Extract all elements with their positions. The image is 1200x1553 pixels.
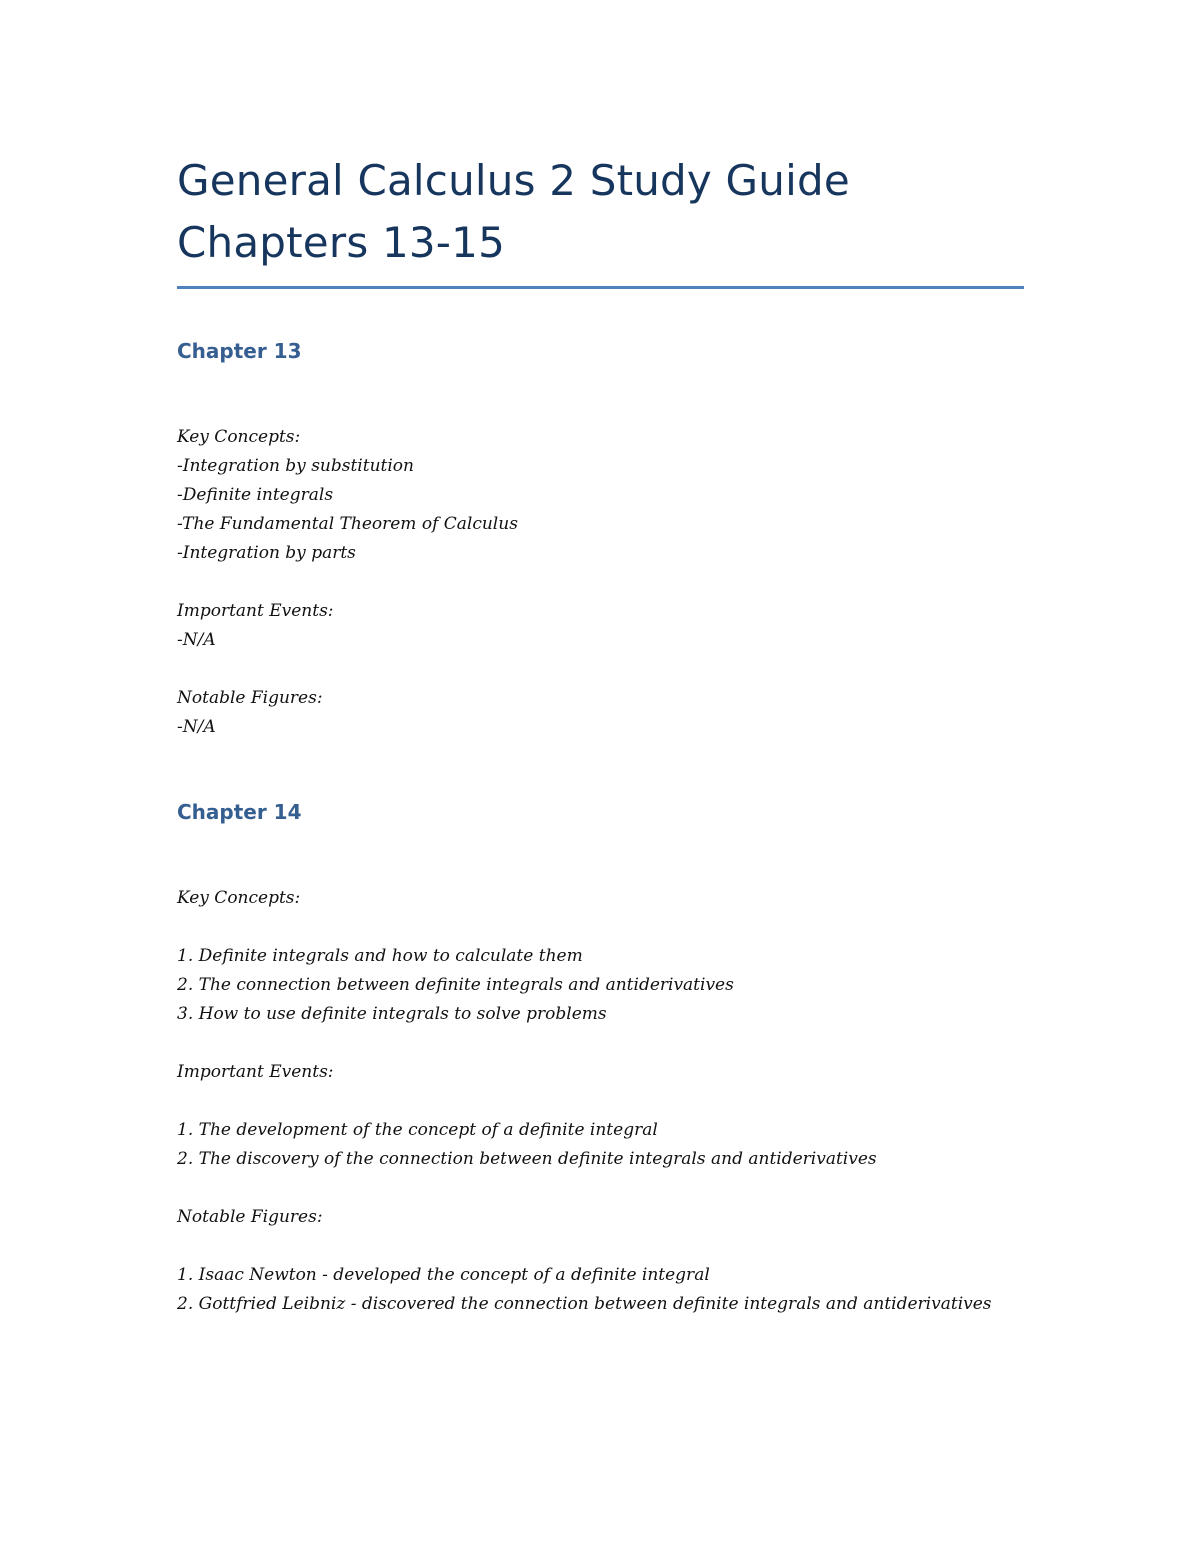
chapter-14-important-event-item: 1. The development of the concept of a definite integral xyxy=(177,1120,658,1140)
chapter-13-important-event-item: -N/A xyxy=(177,630,216,650)
chapter-14-key-concepts-label: Key Concepts: xyxy=(177,888,301,908)
document-title xyxy=(177,150,1024,274)
chapter-14-key-concept-item: 2. The connection between definite integrals and antiderivatives xyxy=(177,975,734,995)
title-line-1: General Calculus 2 Study Guide xyxy=(177,156,850,205)
title-divider xyxy=(177,286,1024,289)
chapter-13-heading: Chapter 13 xyxy=(177,339,302,363)
chapter-14-notable-figure-item: 1. Isaac Newton - developed the concept of a definite integral xyxy=(177,1265,710,1285)
chapter-14-heading: Chapter 14 xyxy=(177,800,302,824)
chapter-14-content xyxy=(177,884,1024,1319)
chapter-14-notable-figure-item: 2. Gottfried Leibniz - discovered the connection between definite integrals and antiderivatives xyxy=(177,1294,992,1314)
chapter-13-content xyxy=(177,423,1024,742)
chapter-13-key-concept-item: -The Fundamental Theorem of Calculus xyxy=(177,514,518,534)
title-line-2: Chapters 13-15 xyxy=(177,218,505,267)
chapter-14-notable-figures-label: Notable Figures: xyxy=(177,1207,323,1227)
chapter-13-key-concept-item: -Integration by substitution xyxy=(177,456,414,476)
chapter-13-important-events-label: Important Events: xyxy=(177,601,334,621)
chapter-13-key-concepts-label: Key Concepts: xyxy=(177,427,301,447)
chapter-13-key-concept-item: -Integration by parts xyxy=(177,543,356,563)
chapter-14-important-event-item: 2. The discovery of the connection between definite integrals and antiderivatives xyxy=(177,1149,877,1169)
chapter-14-key-concept-item: 3. How to use definite integrals to solve problems xyxy=(177,1004,607,1024)
chapter-13-notable-figure-item: -N/A xyxy=(177,717,216,737)
chapter-13-key-concept-item: -Definite integrals xyxy=(177,485,334,505)
chapter-14-key-concept-item: 1. Definite integrals and how to calculate them xyxy=(177,946,583,966)
document-page xyxy=(177,150,1024,1319)
chapter-13-notable-figures-label: Notable Figures: xyxy=(177,688,323,708)
chapter-14-important-events-label: Important Events: xyxy=(177,1062,334,1082)
